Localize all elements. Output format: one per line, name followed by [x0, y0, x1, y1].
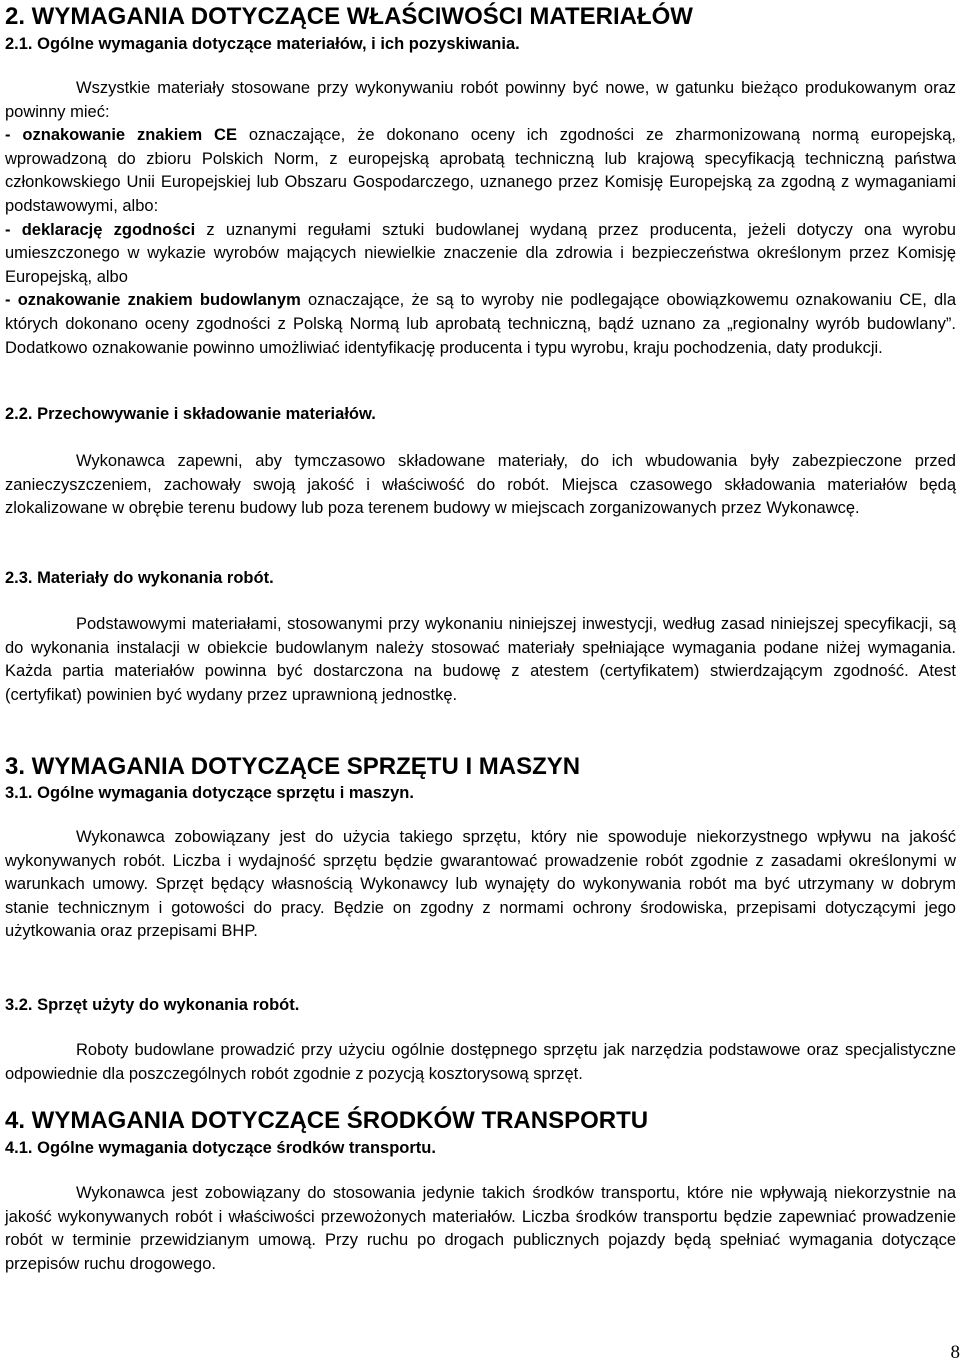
list-item-ce-marking-label: - oznakowanie znakiem CE	[5, 126, 237, 145]
section-3-heading: 3. WYMAGANIA DOTYCZĄCE SPRZĘTU I MASZYN	[5, 753, 581, 780]
subsection-4-1-heading: 4.1. Ogólne wymagania dotyczące środków transportu.	[5, 1139, 436, 1157]
subsection-3-2-heading: 3.2. Sprzęt użyty do wykonania robót.	[5, 996, 300, 1014]
subsection-2-2-heading: 2.2. Przechowywanie i składowanie materiałów.	[5, 405, 376, 423]
subsection-2-2-body	[5, 450, 956, 521]
paragraph-transport: Wykonawca jest zobowiązany do stosowania jedynie takich środków transportu, które nie wpływają niekorzystnie na jakość wykonywanych robót i właściwości przewożonych materiałów. Liczba środków transportu będzie zapewniać prowadzenie robót w terminie przewidzianym umową. Przy ruchu po drogach publicznych pojazdy będą spełniać wymagania dotyczące przepisów ruchu drogowego.	[5, 1184, 956, 1273]
subsection-3-1-heading: 3.1. Ogólne wymagania dotyczące sprzętu i maszyn.	[5, 784, 414, 802]
list-item-building-mark	[5, 289, 956, 360]
paragraph-storage: Wykonawca zapewni, aby tymczasowo składowane materiały, do ich wbudowania były zabezpieczone przed zanieczyszczeniem, zachowały swoją jakość i właściwość do robót. Miejsca czasowego składowania materiałów będą zlokalizowane w obrębie terenu budowy lub poza terenem budowy w miejscach zorganizowanych przez Wykonawcę.	[5, 452, 956, 518]
list-item-ce-marking	[5, 124, 956, 218]
list-item-declaration-text: z uznanymi regułami sztuki budowlanej wydaną przez producenta, jeżeli dotyczy ona wyrobu umieszczonego w wykazie wyrobów mających niewielkie znaczenie dla zdrowia i bezpieczeństwa określonym przez Komisję Europejską, albo	[5, 220, 956, 286]
subsection-2-1-body	[5, 77, 956, 360]
paragraph-materials-intro: Wszystkie materiały stosowane przy wykonywaniu robót powinny być nowe, w gatunku bieżąco produkowanym oraz powinny mieć:	[5, 79, 956, 121]
subsection-2-1-heading: 2.1. Ogólne wymagania dotyczące materiałów, i ich pozyskiwania.	[5, 35, 520, 53]
section-2-heading: 2. WYMAGANIA DOTYCZĄCE WŁAŚCIWOŚCI MATERIAŁÓW	[5, 3, 693, 30]
paragraph-equipment-used: Roboty budowlane prowadzić przy użyciu ogólnie dostępnego sprzętu jak narzędzia podstawowe oraz specjalistyczne odpowiednie dla poszczególnych robót zgodnie z pozycją kosztorysową sprzęt.	[5, 1041, 956, 1083]
paragraph-equipment: Wykonawca zobowiązany jest do użycia takiego sprzętu, który nie spowoduje niekorzystnego wpływu na jakość wykonywanych robót. Liczba i wydajność sprzętu będzie gwarantować prowadzenie robót zgodnie z zasadami określonymi w warunkach umowy. Sprzęt będący własnością Wykonawcy lub wynajęty do wykonywania robót ma być utrzymany w dobrym stanie technicznym i gotowości do pracy. Będzie on zgodny z normami ochrony środowiska, przepisami dotyczącymi jego użytkowania oraz przepisami BHP.	[5, 828, 956, 941]
subsection-3-2-body	[5, 1039, 956, 1086]
list-item-declaration-label: - deklarację zgodności	[5, 220, 196, 239]
subsection-2-3-heading: 2.3. Materiały do wykonania robót.	[5, 569, 274, 587]
list-item-declaration	[5, 219, 956, 290]
list-item-building-mark-text: oznaczające, że są to wyroby nie podlegające obowiązkowemu oznakowaniu CE, dla których dokonano oceny zgodności z Polską Normą lub aprobatą techniczną, bądź uznano za „regionalny wyrób budowlany”. Dodatkowo oznakowanie powinno umożliwiać identyfikację producenta i typu wyrobu, kraju pochodzenia, daty produkcji.	[5, 291, 956, 357]
subsection-2-3-body	[5, 613, 956, 707]
subsection-4-1-body	[5, 1182, 956, 1276]
section-4-heading: 4. WYMAGANIA DOTYCZĄCE ŚRODKÓW TRANSPORTU	[5, 1107, 649, 1134]
list-item-building-mark-label: - oznakowanie znakiem budowlanym	[5, 291, 301, 310]
list-item-ce-marking-text: oznaczające, że dokonano oceny ich zgodności ze zharmonizowaną normą europejską, wprowadzoną do zbioru Polskich Norm, z europejską aprobatą techniczną lub krajową specyfikacją techniczną państwa członkowskiego Unii Europejskiej lub Obszaru Gospodarczego, uznanego przez Komisję Europejską za zgodną z wymaganiami podstawowymi, albo:	[5, 126, 956, 215]
paragraph-materials: Podstawowymi materiałami, stosowanymi przy wykonaniu niniejszej inwestycji, według zasad niniejszej specyfikacji, są do wykonania instalacji w obiekcie budowlanym należy stosować materiały spełniające wymagania podane niżej wymagania. Każda partia materiałów powinna być dostarczona na budowę z atestem (certyfikatem) stwierdzającym zgodność. Atest (certyfikat) powinien być wydany przez uprawnioną jednostkę.	[5, 615, 956, 704]
subsection-3-1-body	[5, 826, 956, 944]
page-number: 8	[950, 1342, 960, 1363]
